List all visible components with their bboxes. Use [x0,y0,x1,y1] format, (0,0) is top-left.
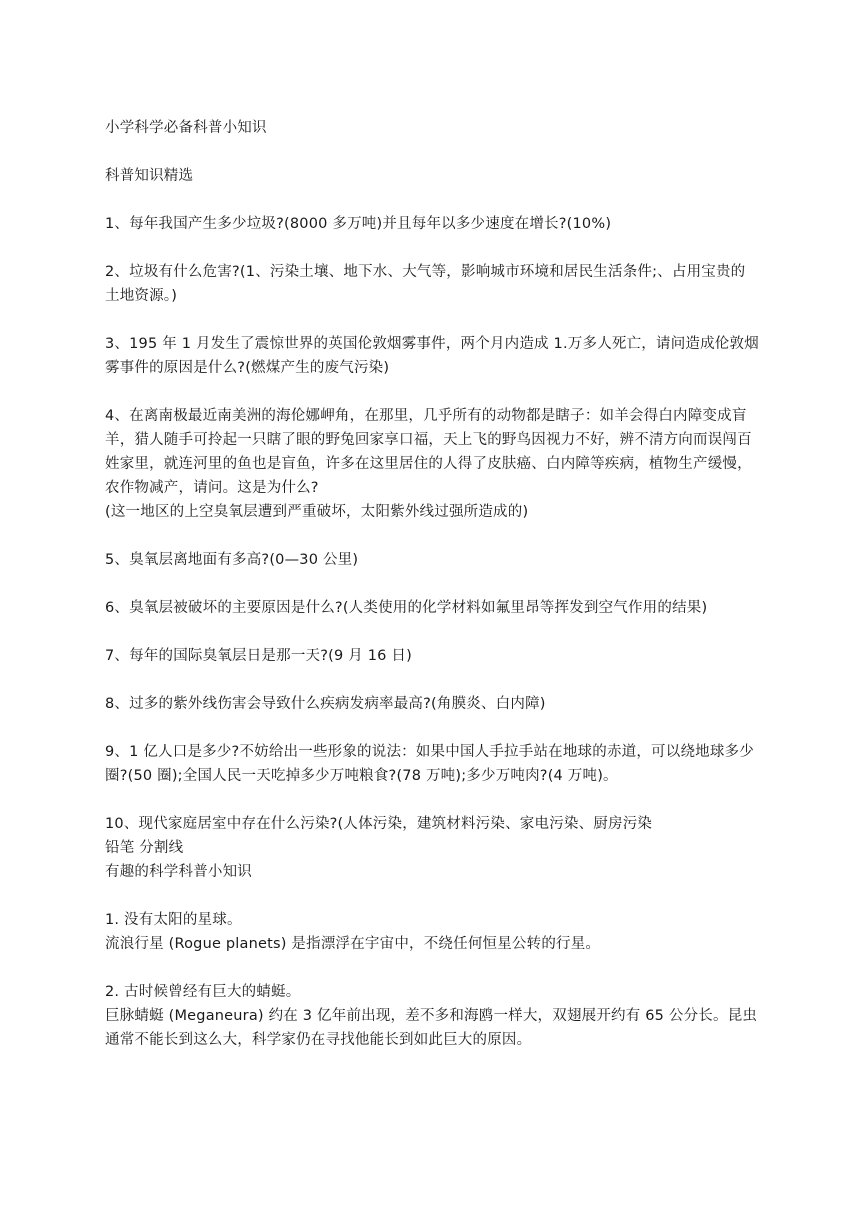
paragraph: 7、每年的国际臭氧层日是那一天?(9 月 16 日) [105,648,412,664]
paragraph: 流浪行星 (Rogue planets) 是指漂浮在宇宙中，不绕任何恒星公转的行星。 [105,936,601,952]
paragraph: 3、195 年 1 月发生了震惊世界的英国伦敦烟雾事件，两个月内造成 1.万多人死亡，请问造成伦敦烟雾事件的原因是什么?(燃煤产生的废气污染) [105,336,759,376]
section-heading: 有趣的科学科普小知识 [105,864,252,880]
paragraph: 2、垃圾有什么危害?(1、污染土壤、地下水、大气等，影响城市环境和居民生活条件;、占用宝贵的土地资源。) [105,264,746,304]
list-item-heading: 1. 没有太阳的星球。 [105,912,242,928]
paragraph: 9、1 亿人口是多少?不妨给出一些形象的说法：如果中国人手拉手站在地球的赤道，可以绕地球多少圈?(50 圈);全国人民一天吃掉多少万吨粮食?(78 万吨);多少万吨肉?(4 万吨)。 [105,744,754,784]
paragraph: (这一地区的上空臭氧层遭到严重破坏，太阳紫外线过强所造成的) [105,504,529,520]
paragraph: 巨脉蜻蜓 (Meganeura) 约在 3 亿年前出现，差不多和海鸥一样大，双翅展开约有 65 公分长。昆虫通常不能长到这么大，科学家仍在寻找他能长到如此巨大的原因。 [105,1008,758,1048]
document-body [105,116,760,1052]
paragraph: 4、在离南极最近南美洲的海伦娜岬角，在那里，几乎所有的动物都是瞎子：如羊会得白内障变成盲羊，猎人随手可拎起一只瞎了眼的野兔回家享口福，天上飞的野鸟因视力不好，辨不清方向而误闯百姓家里，就连河里的鱼也是盲鱼，许多在这里居住的人得了皮肤癌、白内障等疾病，植物生产缓慢，农作物减产，请问。这是为什么? [105,408,752,496]
list-item-heading: 2. 古时候曾经有巨大的蜻蜓。 [105,984,301,1000]
document-title: 小学科学必备科普小知识 [105,120,267,136]
paragraph: 6、臭氧层被破坏的主要原因是什么?(人类使用的化学材料如氟里昂等挥发到空气作用的结果) [105,600,708,616]
document-subtitle: 科普知识精选 [105,168,194,184]
paragraph: 8、过多的紫外线伤害会导致什么疾病发病率最高?(角膜炎、白内障) [105,696,546,712]
section-divider-text: 铅笔 分割线 [105,840,184,856]
paragraph: 1、每年我国产生多少垃圾?(8000 多万吨)并且每年以多少速度在增长?(10%) [105,216,612,232]
paragraph: 10、现代家庭居室中存在什么污染?(人体污染，建筑材料污染、家电污染、厨房污染 [105,816,653,832]
paragraph: 5、臭氧层离地面有多高?(0—30 公里) [105,552,359,568]
